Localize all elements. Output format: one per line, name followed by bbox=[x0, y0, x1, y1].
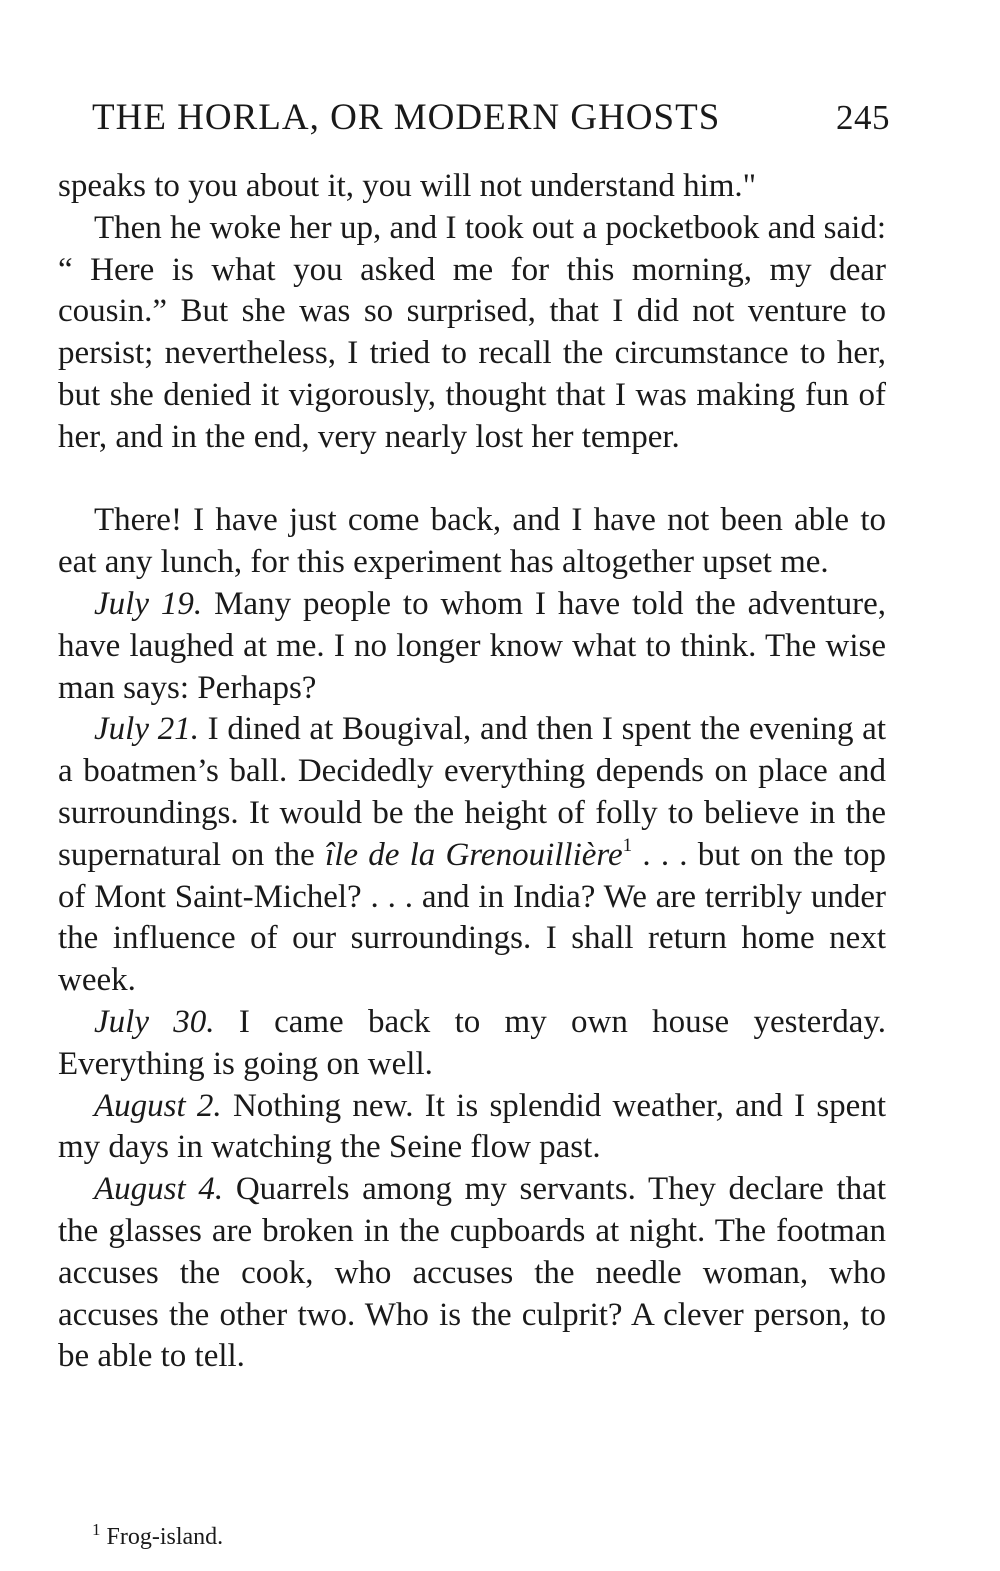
diary-entry-july-30 bbox=[58, 1002, 886, 1086]
paragraph-pocketbook: Then he woke her up, and I took out a pocketbook and said: “ Here is what you asked me for this morning, my dear cousin.” But she was so surprised, that I did not venture to persist; nevertheless, I tried to recall the circumstance to her, but she denied it vigorously, thought that I was making fun of her, and in the end, very nearly lost her temper. bbox=[58, 209, 886, 455]
entry-text: I came back to my own house yesterday. Everything is going on well. bbox=[58, 1003, 886, 1082]
entry-date: July 21. bbox=[94, 711, 199, 748]
entry-text-continued: . . . but on the top of Mont Saint-Michel? . . . and in India? We are terribly under the influence of our surroundings. I shall return home next week. bbox=[58, 836, 887, 999]
entry-date: August 2. bbox=[94, 1087, 222, 1124]
diary-entry-july-19 bbox=[58, 584, 886, 709]
diary-entry-august-2 bbox=[58, 1086, 886, 1170]
entry-text: Quarrels among my servants. They declare that the glasses are broken in the cupboards at night. The footman accuses the cook, who accuses the needle woman, who accuses the other two. Who is the culprit? A clever person, to be able to tell. bbox=[58, 1171, 886, 1375]
entry-text: I dined at Bougival, and then I spent the evening at a boatmen’s ball. Decidedly everything depends on place and surroundings. It would be the height of folly to believe in the supernatural on the bbox=[58, 711, 886, 873]
entry-text: Many people to whom I have told the adventure, have laughed at me. I no longer know what to think. The wise man says: Perhaps? bbox=[58, 585, 886, 706]
running-header bbox=[92, 96, 890, 146]
footnote-mark: 1 bbox=[92, 1520, 101, 1539]
paragraph-there: There! I have just come back, and I have not been able to eat any lunch, for this experiment has altogether upset me. bbox=[58, 502, 886, 581]
footnote-reference: 1 bbox=[622, 834, 633, 856]
entry-date: August 4. bbox=[94, 1171, 224, 1208]
footnote-text: Frog-island. bbox=[106, 1524, 224, 1550]
diary-entry-july-21 bbox=[58, 709, 886, 1002]
body-text bbox=[58, 166, 886, 1378]
diary-entry-august-4 bbox=[58, 1169, 886, 1378]
entry-text: Nothing new. It is splendid weather, and I spent my days in watching the Seine flow past. bbox=[58, 1087, 886, 1166]
paragraph-continuation: speaks to you about it, you will not understand him." bbox=[58, 168, 757, 204]
entry-date: July 30. bbox=[94, 1003, 215, 1040]
footnote bbox=[92, 1520, 224, 1551]
entry-date: July 19. bbox=[94, 585, 203, 622]
page-number: 245 bbox=[836, 98, 890, 137]
running-title: THE HORLA, OR MODERN GHOSTS bbox=[92, 97, 721, 138]
place-name: île de la Grenouillière bbox=[325, 836, 623, 873]
